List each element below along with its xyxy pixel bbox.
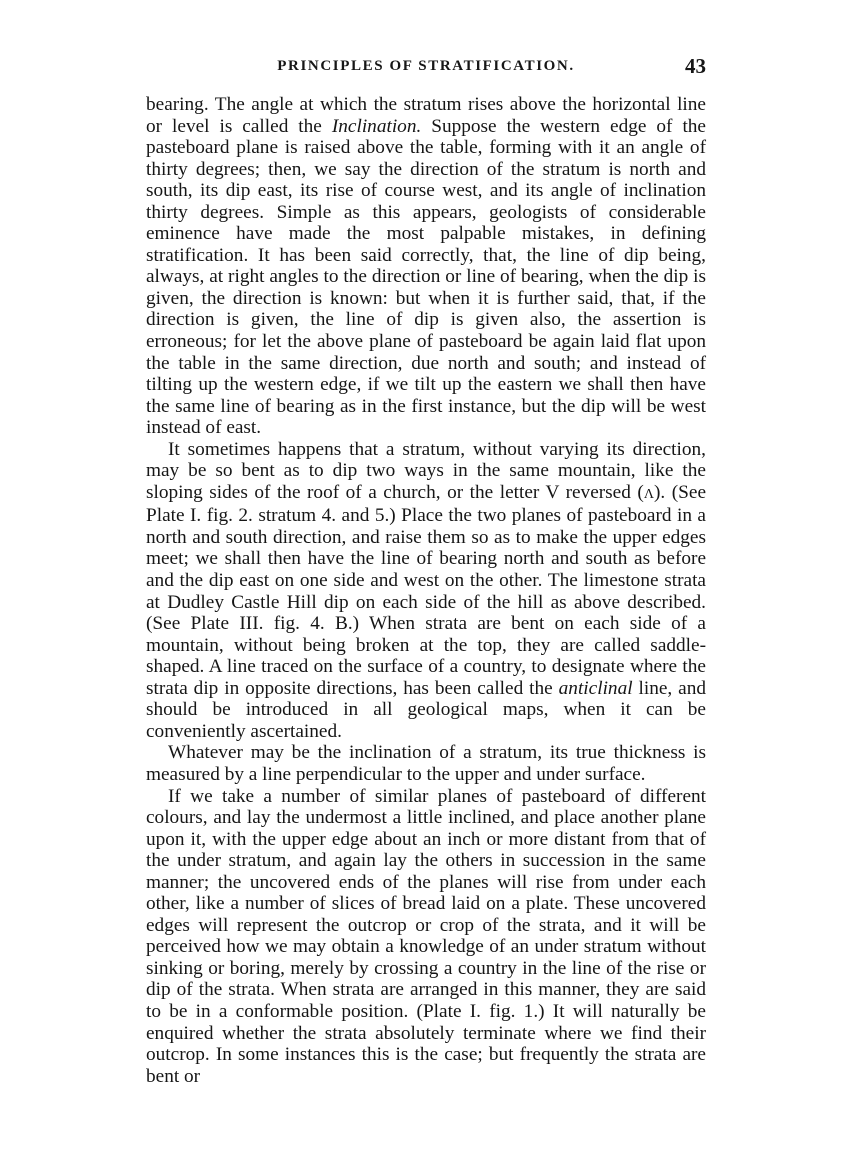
page-number: 43 [685, 54, 706, 78]
paragraph-1 [146, 94, 706, 439]
book-page [146, 54, 706, 1087]
body-text [146, 94, 706, 1087]
term-anticlinal: anticlinal [558, 677, 633, 699]
paragraph-4 [146, 786, 706, 1088]
paragraph-3-text: Whatever may be the inclination of a stratum, its true thickness is measured by a line perpendicular to the upper and under surface. [146, 742, 706, 785]
paragraph-4-text: If we take a number of similar planes of pasteboard of different colours, and lay the undermost a little inclined, and place another plane upon it, with the upper edge about an inch or more distant from that of the under stratum, and again lay the others in succession in the same manner; the uncovered ends of the planes will rise from under each other, like a number of slices of bread laid on a plate. These uncovered edges will represent the outcrop or crop of the strata, and it will be perceived how we may obtain a knowledge of an under stratum without sinking or boring, merely by crossing a country in the line of the rise or dip of the strata. When strata are arranged in this manner, they are said to be in a conformable position. (Plate I. fig. 1.) It will naturally be enquired whether the strata absolutely terminate where we find their outcrop. In some instances this is the case; but frequently the strata are bent or [146, 785, 706, 1087]
letter-v-reversed-glyph: Λ [643, 486, 654, 502]
paragraph-3 [146, 742, 706, 785]
paragraph-2-text-b: ). (See Plate I. fig. 2. stratum 4. and 5.) Place the two planes of pasteboard in a north and south direction, and raise them so as to make the upper edges meet; we shall then have the line of bearing north and south as before and the dip east on one side and west on the other. The limestone strata at Dudley Castle Hill dip on each side of the hill as above described. (See Plate III. fig. 4. B.) When strata are bent on each side of a mountain, without being broken at the top, they are called saddle-shaped. A line traced on the surface of a country, to designate where the strata dip in opposite directions, has been called the [146, 481, 706, 699]
paragraph-2-text-c: line, and should be introduced in all geological maps, when it can be conveniently ascertained. [146, 677, 706, 742]
term-inclination: Inclination. [331, 115, 422, 137]
running-head [146, 54, 706, 88]
paragraph-1-text-a: bearing. The angle at which the stratum rises above the horizontal line or level is called the [146, 94, 706, 137]
paragraph-2-text-a: It sometimes happens that a stratum, without varying its direction, may be so bent as to dip two ways in the same mountain, like the sloping sides of the roof of a church, or the letter V reversed ( [146, 438, 706, 503]
paragraph-1-text-b: Suppose the western edge of the pasteboard plane is raised above the table, forming with it an angle of thirty degrees; then, we say the direction of the stratum is north and south, its dip east, its rise of course west, and its angle of inclination thirty degrees. Simple as this appears, geologists of considerable eminence have made the most palpable mistakes, in defining stratification. It has been said correctly, that, the line of dip being, always, at right angles to the direction or line of bearing, when the dip is given, the direction is known: but when it is further said, that, if the direction is given, the line of dip is given also, the assertion is erroneous; for let the above plane of pasteboard be again laid flat upon the table in the same direction, due north and south; and instead of tilting up the western edge, if we tilt up the eastern we shall then have the same line of bearing as in the first instance, but the dip will be west instead of east. [146, 115, 706, 439]
paragraph-2 [146, 439, 706, 743]
running-title: PRINCIPLES OF STRATIFICATION. [277, 58, 575, 74]
